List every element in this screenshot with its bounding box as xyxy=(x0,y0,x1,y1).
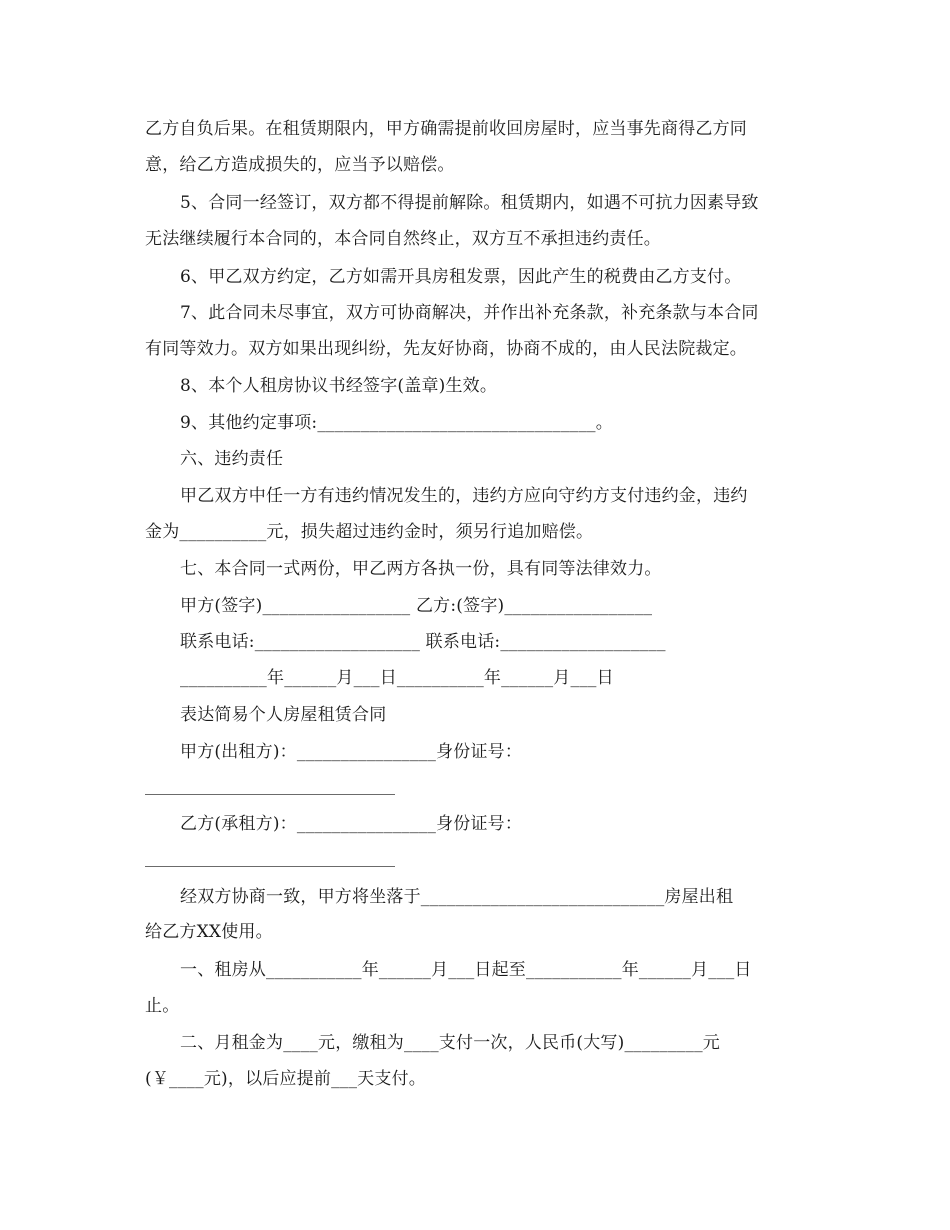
tenant-line: 乙方(承租方)：________________身份证号： xyxy=(180,814,523,834)
text-line: 给乙方XX使用。 xyxy=(145,922,273,942)
clause-6: 6、甲乙双方约定，乙方如需开具房租发票，因此产生的税费由乙方支付。 xyxy=(180,267,742,287)
section-heading: 六、违约责任 xyxy=(180,449,284,469)
landlord-line: 甲方(出租方)：________________身份证号： xyxy=(180,742,523,762)
text-line: 二、月租金为____元，缴租为____支付一次，人民币(大写)_________元 xyxy=(180,1033,720,1053)
text-line: (￥____元)，以后应提前___天支付。 xyxy=(145,1069,426,1089)
text-line: 有同等效力。双方如果出现纠纷，先友好协商，协商不成的，由人民法院裁定。 xyxy=(145,339,747,359)
text-line: 一、租房从___________年______月___日起至___________年______月___日 xyxy=(180,960,752,980)
section-heading: 七、本合同一式两份，甲乙两方各执一份，具有同等法律效力。 xyxy=(180,559,662,579)
clause-9: 9、其他约定事项:________________________________。 xyxy=(180,413,613,433)
clause-8: 8、本个人租房协议书经签字(盖章)生效。 xyxy=(180,376,498,396)
text-line: 乙方自负后果。在租赁期限内，甲方确需提前收回房屋时，应当事先商得乙方同 xyxy=(145,119,747,139)
text-line: 经双方协商一致，甲方将坐落于____________________________房屋出租 xyxy=(180,887,734,907)
id-number-rule xyxy=(145,866,395,867)
text-line: 金为__________元，损失超过违约金时，须另行追加赔偿。 xyxy=(145,522,594,542)
clause-5: 5、合同一经签订，双方都不得提前解除。租赁期内，如遇不可抗力因素导致 xyxy=(180,193,759,213)
text-line: 止。 xyxy=(145,996,180,1016)
contract-title: 表达简易个人房屋租赁合同 xyxy=(180,705,387,725)
signature-line: 甲方(签字)_________________ 乙方:(签字)_________________ xyxy=(180,596,653,616)
clause-7: 7、此合同未尽事宜，双方可协商解决，并作出补充条款，补充条款与本合同 xyxy=(180,303,759,323)
phone-line: 联系电话:___________________ 联系电话:___________________ xyxy=(180,632,666,652)
date-line: __________年______月___日__________年______月___日 xyxy=(180,668,614,688)
text-line: 甲乙双方中任一方有违约情况发生的，违约方应向守约方支付违约金，违约 xyxy=(180,486,748,506)
text-line: 意，给乙方造成损失的，应当予以赔偿。 xyxy=(145,155,455,175)
id-number-rule xyxy=(145,794,395,795)
text-line: 无法继续履行本合同的，本合同自然终止，双方互不承担违约责任。 xyxy=(145,229,661,249)
